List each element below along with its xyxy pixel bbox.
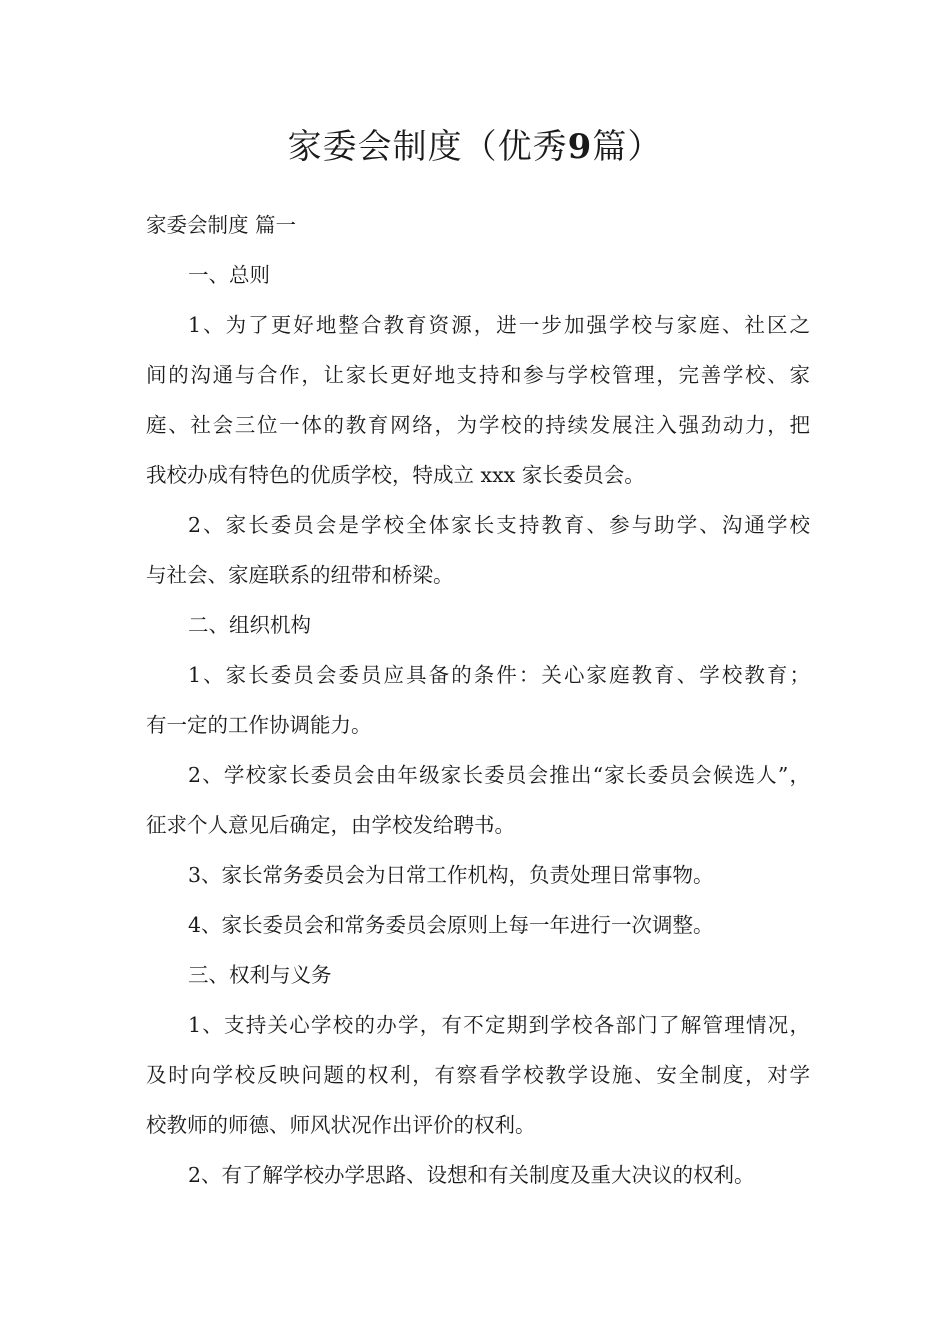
paragraph-line: 与社会、家庭联系的纽带和桥梁。: [146, 563, 454, 587]
paragraph-line: 间的沟通与合作，让家长更好地支持和参与学校管理，完善学校、家: [146, 363, 810, 387]
document-title: [0, 124, 950, 170]
paragraph-line: 征求个人意见后确定，由学校发给聘书。: [146, 813, 515, 837]
paragraph-line: 及时向学校反映问题的权利，有察看学校教学设施、安全制度，对学: [146, 1063, 810, 1087]
section-heading: 家委会制度 篇一: [146, 213, 297, 237]
paragraph-line: 3、家长常务委员会为日常工作机构，负责处理日常事物。: [188, 863, 714, 887]
title-text-end: 篇）: [592, 127, 663, 167]
document-body: [146, 200, 810, 1200]
paragraph-line: 1、为了更好地整合教育资源，进一步加强学校与家庭、社区之: [188, 313, 810, 337]
chapter-heading: 三、权利与义务: [188, 963, 332, 987]
paragraph-line: 4、家长委员会和常务委员会原则上每一年进行一次调整。: [188, 913, 714, 937]
paragraph-line: 2、学校家长委员会由年级家长委员会推出“家长委员会候选人”，: [188, 763, 810, 787]
paragraph-line: 1、家长委员会委员应具备的条件：关心家庭教育、学校教育；: [188, 663, 810, 687]
paragraph-line: 1、支持关心学校的办学，有不定期到学校各部门了解管理情况，: [188, 1013, 810, 1037]
paragraph-line: 我校办成有特色的优质学校，特成立 xxx 家长委员会。: [146, 463, 645, 487]
chapter-heading: 二、组织机构: [188, 613, 311, 637]
paragraph-line: 庭、社会三位一体的教育网络，为学校的持续发展注入强劲动力，把: [146, 413, 810, 437]
paragraph-line: 有一定的工作协调能力。: [146, 713, 372, 737]
paragraph-line: 校教师的师德、师风状况作出评价的权利。: [146, 1113, 536, 1137]
title-number: 9: [567, 127, 593, 167]
chapter-heading: 一、总则: [188, 263, 270, 287]
paragraph-line: 2、有了解学校办学思路、设想和有关制度及重大决议的权利。: [188, 1163, 755, 1187]
title-text: 家委会制度（优秀: [287, 127, 568, 167]
paragraph-line: 2、家长委员会是学校全体家长支持教育、参与助学、沟通学校: [188, 513, 810, 537]
